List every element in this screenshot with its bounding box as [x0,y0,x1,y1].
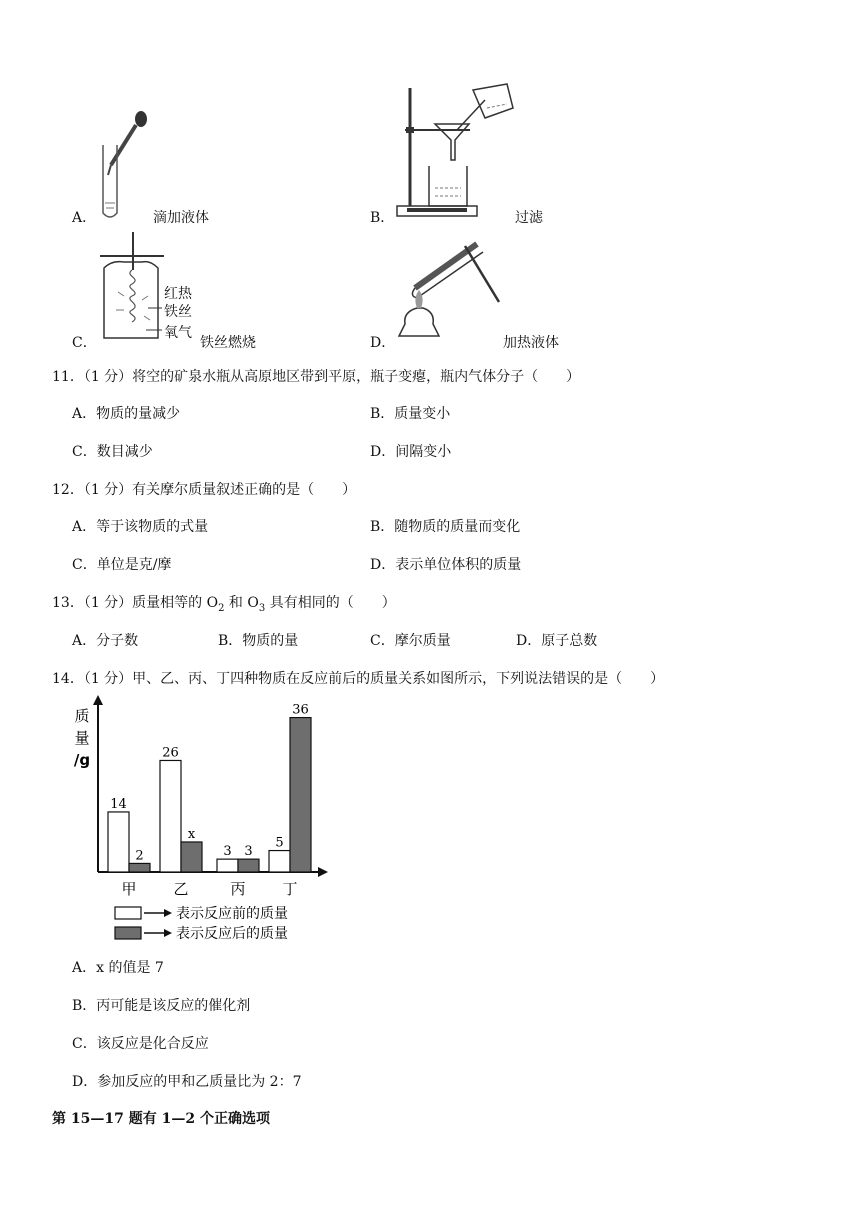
q14-stem: 14．（1 分）甲、乙、丙、丁四种物质在反应前后的质量关系如图所示，下列说法错误的是（ ） [52,671,665,687]
bar-甲-before [108,812,129,872]
q13-option-a[interactable]: A．分子数 [72,633,139,649]
option-b-caption: 过滤 [515,210,543,226]
y-axis-label-1: 质 [74,707,90,725]
data-label-甲-before: 14 [110,796,127,812]
q13-option-c[interactable]: C．摩尔质量 [370,633,451,649]
bar-乙-before [160,760,181,872]
q11-stem: 11．（1 分）将空的矿泉水瓶从高原地区带到平原，瓶子变瘪，瓶内气体分子（ ） [52,369,581,385]
category-label-丙: 丙 [230,880,246,898]
q13-stem-mid: 和 O [224,595,259,611]
data-label-丁-after: 36 [292,702,309,718]
data-label-丙-before: 3 [223,844,232,860]
section-note: 第 15—17 题有 1—2 个正确选项 [52,1111,270,1127]
q13-option-b[interactable]: B．物质的量 [218,633,299,649]
q13-stem-prefix: 13．（1 分）质量相等的 O [52,595,219,611]
label-red-hot: 红热 [164,286,192,302]
q14-option-c[interactable]: C．该反应是化合反应 [72,1036,209,1052]
bar-丁-after [290,718,311,872]
mass-bar-chart [60,695,340,950]
y-axis-label-2: 量 [74,729,90,747]
q13-subscript-3: 3 [258,602,266,614]
label-iron-wire: 铁丝 [164,304,192,320]
heating-liquid-illustration [395,238,505,346]
legend-arrow-head-2 [164,929,172,937]
q12-stem: 12．（1 分）有关摩尔质量叙述正确的是（ ） [52,482,357,498]
q14-option-d[interactable]: D．参加反应的甲和乙质量比为 2：7 [72,1074,302,1090]
filtration-illustration [395,80,520,220]
q12-option-b[interactable]: B．随物质的质量而变化 [370,519,521,535]
q13-stem [52,592,396,614]
category-label-丁: 丁 [282,880,298,898]
legend-swatch-after [115,927,141,939]
data-label-丁-before: 5 [275,835,284,851]
bar-甲-after [129,863,150,872]
option-c-caption: 铁丝燃烧 [200,335,256,351]
category-label-甲: 甲 [121,880,137,898]
q11-option-b[interactable]: B．质量变小 [370,406,451,422]
data-label-乙-before: 26 [162,745,179,761]
legend-arrow-head-1 [164,909,172,917]
q14-option-b[interactable]: B．丙可能是该反应的催化剂 [72,998,251,1014]
q11-option-d[interactable]: D．间隔变小 [370,444,452,460]
bar-丙-before [217,859,238,872]
q12-option-a[interactable]: A．等于该物质的式量 [72,519,209,535]
option-d-letter[interactable]: D． [370,335,396,351]
category-label-乙: 乙 [173,880,189,898]
data-label-乙-after: x [187,826,196,842]
q13-stem-suffix: 具有相同的（ ） [265,595,396,611]
q12-option-d[interactable]: D．表示单位体积的质量 [370,557,522,573]
legend-label-after: 表示反应后的质量 [176,926,288,942]
bar-乙-after [181,842,202,872]
option-a-caption: 滴加液体 [153,210,209,226]
data-label-丙-after: 3 [244,844,253,860]
data-label-甲-after: 2 [135,848,144,864]
q14-option-a[interactable]: A．x 的值是 7 [72,960,164,976]
q11-option-a[interactable]: A．物质的量减少 [72,406,181,422]
dropper-tube-illustration [95,105,155,225]
q12-option-c[interactable]: C．单位是克/摩 [72,557,172,573]
q13-option-d[interactable]: D．原子总数 [516,633,598,649]
option-d-caption: 加热液体 [503,335,559,351]
y-axis-label-3: /g [73,751,91,769]
bar-丙-after [238,859,259,872]
option-c-letter[interactable]: C． [72,335,97,351]
x-axis-arrow [318,867,328,877]
y-axis-arrow [93,695,103,705]
legend-swatch-before [115,907,141,919]
q13-subscript-2: 2 [218,602,225,614]
option-a-letter[interactable]: A． [72,210,97,226]
option-b-letter[interactable]: B． [370,210,395,226]
q11-option-c[interactable]: C．数目减少 [72,444,153,460]
label-oxygen: 氧气 [164,325,192,341]
bar-丁-before [269,851,290,872]
legend-label-before: 表示反应前的质量 [176,906,288,922]
